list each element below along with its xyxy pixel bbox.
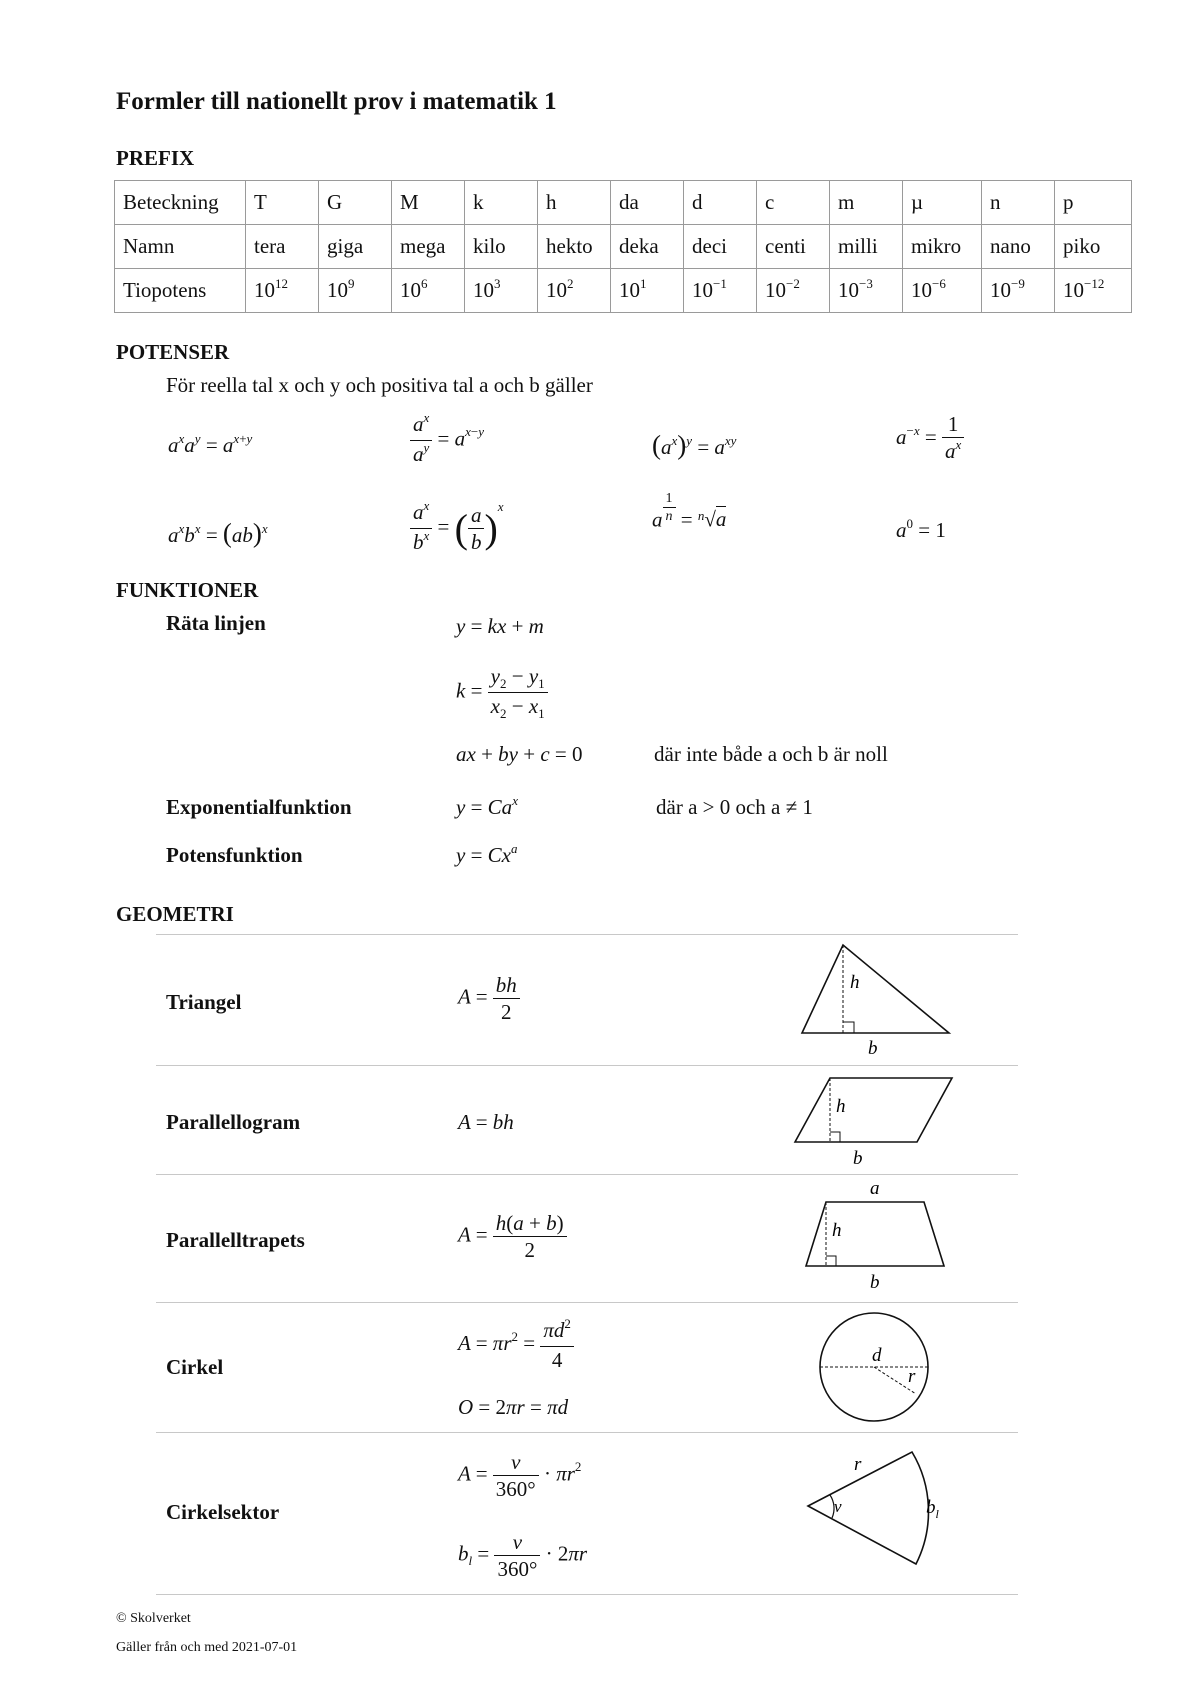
formula-negative-exponent: $a^{-x}$ = $\frac{1}{a^x}$ [896, 412, 964, 466]
prefix-cell: hekto [538, 225, 611, 269]
prefix-cell: deka [611, 225, 684, 269]
prefix-cell: p [1055, 181, 1132, 225]
formula-quotient-power: $\frac{a^x}{b^x}$ = ( $\frac{a}{b}$ )$^x$ [410, 500, 504, 557]
footer-valid: Gäller från och med 2021-07-01 [116, 1640, 298, 1655]
potensfunktion-label: Potensfunktion [166, 843, 303, 867]
parallelltrapets-label: Parallelltrapets [166, 1228, 305, 1252]
footer-copyright: © Skolverket [116, 1611, 191, 1626]
formula-arc-length: $b_l$ = $\frac{v}{360^\circ}$ · 2πr [458, 1530, 588, 1581]
v-label: v [834, 1497, 842, 1516]
row-label: Beteckning [115, 181, 246, 225]
formula-general-line: ax + by + c = 0 [456, 742, 583, 766]
prefix-cell: $10^9$ [319, 269, 392, 313]
h-label: h [836, 1096, 846, 1117]
divider [156, 1065, 1018, 1066]
prefix-cell: da [611, 181, 684, 225]
right-angle-mark [830, 1132, 840, 1142]
prefix-cell: T [246, 181, 319, 225]
right-angle-mark [843, 1022, 854, 1033]
trapezoid-diagram [800, 1178, 950, 1298]
right-angle-mark [826, 1256, 836, 1266]
h-label: h [832, 1220, 842, 1241]
prefix-cell: kilo [465, 225, 538, 269]
prefix-power-row [115, 269, 1132, 313]
funktioner-heading: FUNKTIONER [116, 578, 259, 602]
prefix-cell: mikro [903, 225, 982, 269]
prefix-cell: $10^3$ [465, 269, 538, 313]
exponentialfunktion-label: Exponentialfunktion [166, 795, 352, 819]
prefix-cell: m [830, 181, 903, 225]
prefix-cell: M [392, 181, 465, 225]
formula-root: a $\frac{1}{n}$ = $^n$√a [652, 491, 727, 532]
formula-power-function: $y = Cx^a$ [456, 841, 518, 867]
prefix-cell: n [982, 181, 1055, 225]
b-label: b [868, 1038, 878, 1059]
prefix-cell: h [538, 181, 611, 225]
divider [156, 1174, 1018, 1175]
prefix-cell: µ [903, 181, 982, 225]
formula-line: y = kx + m [456, 614, 544, 638]
a-label: a [870, 1178, 880, 1199]
prefix-cell: centi [757, 225, 830, 269]
b-label: b [870, 1272, 880, 1293]
r-label: r [908, 1366, 916, 1387]
row-label: Namn [115, 225, 246, 269]
prefix-symbol-row [115, 181, 1132, 225]
prefix-cell: $10^1$ [611, 269, 684, 313]
sector-diagram [800, 1442, 950, 1572]
formula-circumference: O = 2πr = πd [458, 1395, 569, 1419]
prefix-cell: $10^{-1}$ [684, 269, 757, 313]
circle-diagram [812, 1308, 938, 1428]
prefix-cell: giga [319, 225, 392, 269]
r-label: r [854, 1454, 862, 1475]
formula-exponential: $y = Ca^x$ [456, 793, 518, 819]
prefix-heading: PREFIX [116, 146, 195, 170]
formula-quotient-rule: $\frac{a^x}{a^y}$ = $a^{x-y}$ [410, 412, 484, 469]
prefix-cell: $10^{-12}$ [1055, 269, 1132, 313]
potenser-heading: POTENSER [116, 340, 230, 364]
sector-shape [808, 1452, 928, 1564]
prefix-cell: $10^{-9}$ [982, 269, 1055, 313]
formula-slope: k = $\frac{y_2 - y_1}{x_2 - x_1}$ [456, 664, 548, 721]
rata-linjen-label: Räta linjen [166, 611, 266, 635]
formula-zero-exponent: $a^0 = 1$ [896, 516, 946, 542]
formula-trapezoid-area: A = $\frac{h(a + b)}{2}$ [458, 1211, 567, 1262]
formula-product-power: $a^xb^x = (ab)^x$ [168, 518, 268, 548]
prefix-cell: $10^{-2}$ [757, 269, 830, 313]
formula-parallelogram-area: A = bh [458, 1110, 514, 1134]
parallellogram-label: Parallellogram [166, 1110, 301, 1134]
prefix-cell: $10^6$ [392, 269, 465, 313]
b-label: b [853, 1148, 863, 1169]
arc-label: $b_l$ [926, 1497, 939, 1521]
triangle-diagram [795, 940, 955, 1060]
formula-power-of-power: $(a^x)^y = a^{xy}$ [652, 430, 737, 460]
formula-sector-area: A = $\frac{v}{360^\circ}$ · $\pi r^2$ [458, 1450, 582, 1501]
triangel-label: Triangel [166, 990, 242, 1014]
prefix-cell: piko [1055, 225, 1132, 269]
prefix-name-row [115, 225, 1132, 269]
row-label: Tiopotens [115, 269, 246, 313]
formula-product-rule: $a^xa^y = a^{x+y}$ [168, 431, 253, 457]
potenser-intro: För reella tal x och y och positiva tal a och b gäller [166, 373, 593, 397]
divider [156, 1594, 1018, 1595]
page-title: Formler till nationellt prov i matematik 1 [116, 88, 557, 115]
prefix-cell: d [684, 181, 757, 225]
prefix-cell: nano [982, 225, 1055, 269]
divider [156, 1432, 1018, 1433]
divider [156, 934, 1018, 935]
note-exp: där a > 0 och a ≠ 1 [656, 795, 813, 819]
parallelogram-shape [795, 1078, 952, 1142]
geometri-heading: GEOMETRI [116, 902, 234, 926]
prefix-cell: $10^2$ [538, 269, 611, 313]
prefix-table [114, 180, 1132, 313]
prefix-cell: milli [830, 225, 903, 269]
formula-circle-area: $A = \pi r^2$ = $\frac{\pi d^2}{4}$ [458, 1318, 574, 1372]
cirkelsektor-label: Cirkelsektor [166, 1500, 280, 1524]
divider [156, 1302, 1018, 1303]
prefix-cell: mega [392, 225, 465, 269]
prefix-cell: $10^{12}$ [246, 269, 319, 313]
prefix-cell: $10^{-6}$ [903, 269, 982, 313]
cirkel-label: Cirkel [166, 1355, 224, 1379]
note-ab: där inte både a och b är noll [654, 742, 888, 766]
formula-triangle-area: A = $\frac{bh}{2}$ [458, 973, 520, 1024]
prefix-cell: G [319, 181, 392, 225]
prefix-cell: k [465, 181, 538, 225]
d-label: d [872, 1345, 882, 1366]
parallelogram-diagram [790, 1072, 960, 1172]
prefix-cell: deci [684, 225, 757, 269]
prefix-cell: tera [246, 225, 319, 269]
prefix-cell: $10^{-3}$ [830, 269, 903, 313]
prefix-cell: c [757, 181, 830, 225]
triangle-shape [802, 945, 949, 1033]
h-label: h [850, 972, 860, 993]
